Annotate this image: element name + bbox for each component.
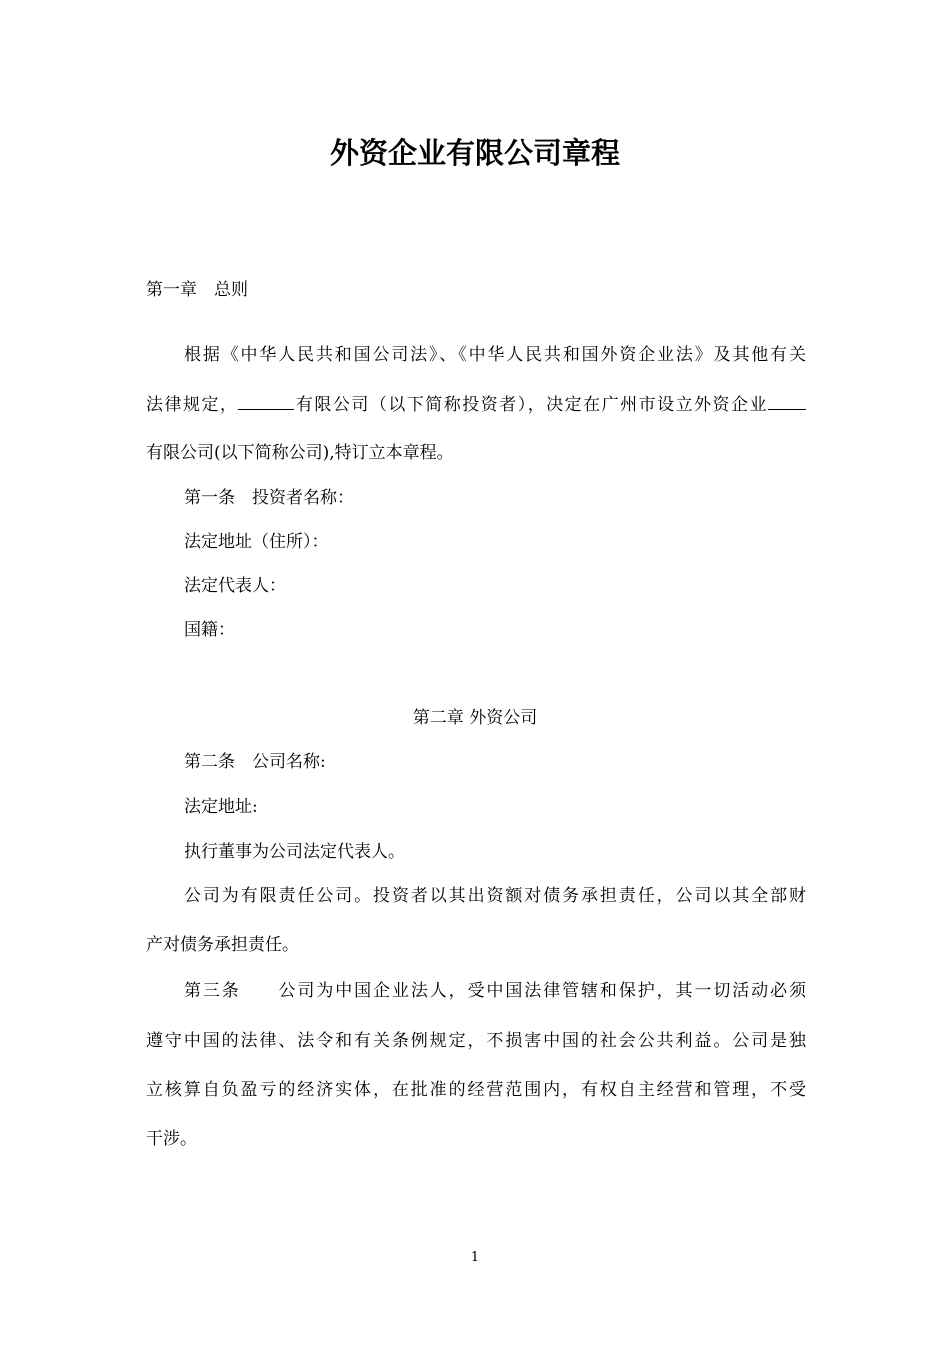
article-3-line-3: 立核算自负盈亏的经济实体，在批准的经营范围内，有权自主经营和管理，不受 xyxy=(146,1080,806,1100)
preamble-text-a: 法律规定， xyxy=(146,395,239,415)
article-3-line-2: 遵守中国的法律、法令和有关条例规定，不损害中国的社会公共利益。公司是独 xyxy=(146,1031,806,1051)
chapter-2-heading: 第二章 外资公司 xyxy=(412,708,538,728)
investor-legal-representative: 法定代表人： xyxy=(184,576,286,596)
preamble-line-1: 根据《中华人民共和国公司法》、《中华人民共和国外资企业法》及其他有关 xyxy=(184,345,806,365)
liability-line-1: 公司为有限责任公司。投资者以其出资额对债务承担责任，公司以其全部财 xyxy=(184,886,806,906)
page-number: 1 xyxy=(470,1250,480,1265)
investor-name-blank xyxy=(238,393,294,410)
article-2-company-name: 第二条 公司名称: xyxy=(184,752,326,772)
executive-director-statement: 执行董事为公司法定代表人。 xyxy=(184,842,405,862)
company-name-blank xyxy=(768,393,806,410)
investor-legal-address: 法定地址（住所）： xyxy=(184,532,329,552)
document-title: 外资企业有限公司章程 xyxy=(329,136,620,170)
investor-nationality: 国籍： xyxy=(184,620,235,640)
preamble-line-2 xyxy=(146,393,806,417)
article-1-investor-name: 第一条 投资者名称： xyxy=(184,488,354,508)
company-legal-address: 法定地址: xyxy=(184,797,258,817)
article-3-line-1: 第三条 公司为中国企业法人，受中国法律管辖和保护，其一切活动必须 xyxy=(184,981,806,1001)
preamble-line-3: 有限公司(以下简称公司),特订立本章程。 xyxy=(146,443,454,463)
chapter-1-heading: 第一章 总则 xyxy=(146,280,248,300)
preamble-text-b: 有限公司（以下简称投资者），决定在广州市设立外资企业 xyxy=(294,395,768,415)
article-3-line-4: 干涉。 xyxy=(146,1129,197,1149)
liability-line-2: 产对债务承担责任。 xyxy=(146,935,299,955)
